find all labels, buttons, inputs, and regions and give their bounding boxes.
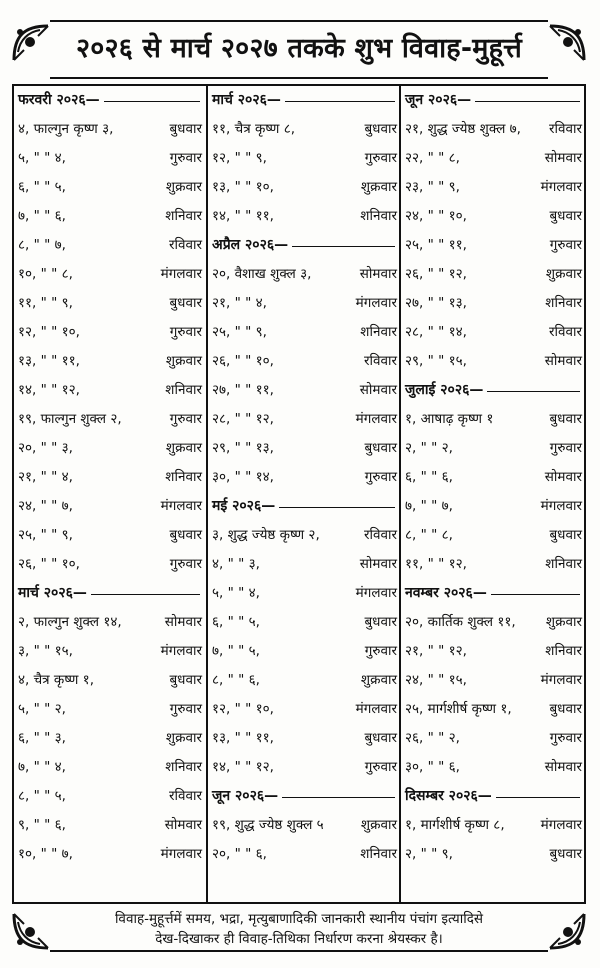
muhurat-entry <box>14 405 206 434</box>
muhurat-entry <box>208 318 401 347</box>
muhurat-entry <box>14 724 206 753</box>
entry-date-tithi: ७, " " ४, <box>18 759 66 775</box>
entry-weekday: शुक्रवार <box>360 817 397 833</box>
entry-date-tithi: ५, " " ४, <box>18 150 66 166</box>
entry-date-tithi: २६, " " २, <box>405 730 460 746</box>
entry-weekday: शुक्रवार <box>165 353 202 369</box>
muhurat-entry <box>14 550 206 579</box>
entry-weekday: मंगलवार <box>540 817 582 833</box>
entry-weekday: रविवार <box>168 788 202 804</box>
entry-weekday: मंगलवार <box>355 411 397 427</box>
entry-weekday: सोमवार <box>359 382 397 398</box>
month-header <box>208 231 401 260</box>
entry-date-tithi: १, मार्गशीर्ष कृष्ण ८, <box>405 817 505 833</box>
entry-weekday: बुधवार <box>169 527 202 543</box>
entry-date-tithi: १९, शुद्ध ज्येष्ठ शुक्ल ५ <box>212 817 324 833</box>
entry-weekday: सोमवार <box>544 353 582 369</box>
entry-date-tithi: १२, " " १०, <box>18 324 80 340</box>
muhurat-entry <box>208 840 401 869</box>
entry-date-tithi: २५, मार्गशीर्ष कृष्ण १, <box>405 701 512 717</box>
muhurat-entry <box>14 318 206 347</box>
muhurat-entry <box>401 463 586 492</box>
title-bar <box>10 18 588 80</box>
muhurat-entry <box>401 289 586 318</box>
entry-date-tithi: १, आषाढ़ कृष्ण १ <box>405 411 494 427</box>
muhurat-entry <box>14 115 206 144</box>
muhurat-entry <box>208 811 401 840</box>
footer-line-2: देख-दिखाकर ही विवाह-तिथिका निर्धारण करना श्रेयस्कर है। <box>155 931 443 947</box>
entry-date-tithi: २७, " " ११, <box>212 382 274 398</box>
entry-date-tithi: ६, " " ६, <box>405 469 453 485</box>
entry-date-tithi: ३०, " " ६, <box>405 759 460 775</box>
muhurat-entry <box>401 260 586 289</box>
entry-weekday: मंगलवार <box>160 846 202 862</box>
entry-date-tithi: १०, " " ७, <box>18 846 73 862</box>
entry-weekday: सोमवार <box>544 469 582 485</box>
entry-weekday: गुरुवार <box>169 701 202 717</box>
footer-note <box>10 906 588 953</box>
entry-date-tithi: २६, " " १०, <box>212 353 274 369</box>
entry-weekday: शनिवार <box>545 295 582 311</box>
muhurat-entry <box>208 376 401 405</box>
entry-date-tithi: १४, " " १२, <box>212 759 274 775</box>
muhurat-entry <box>401 202 586 231</box>
entry-date-tithi: ६, " " ३, <box>18 730 66 746</box>
muhurat-entry <box>401 492 586 521</box>
muhurat-entry <box>208 260 401 289</box>
entry-weekday: शुक्रवार <box>165 179 202 195</box>
entry-date-tithi: २०, वैशाख शुक्ल ३, <box>212 266 312 282</box>
muhurat-entry <box>14 173 206 202</box>
entry-date-tithi: २, फाल्गुन शुक्ल १४, <box>18 614 122 630</box>
entry-date-tithi: ११, चैत्र कृष्ण ८, <box>212 121 296 137</box>
muhurat-entry <box>14 608 206 637</box>
entry-weekday: रविवार <box>363 527 397 543</box>
entry-date-tithi: ८, " " ७, <box>18 237 66 253</box>
month-header-rule <box>292 246 395 247</box>
entry-date-tithi: २९, " " १३, <box>212 440 274 456</box>
entry-date-tithi: ६, " " ५, <box>18 179 66 195</box>
entry-weekday: बुधवार <box>549 701 582 717</box>
entry-date-tithi: २९, " " १५, <box>405 353 467 369</box>
muhurat-entry <box>401 521 586 550</box>
muhurat-entry <box>14 637 206 666</box>
entry-date-tithi: २१, " " ४, <box>18 469 73 485</box>
muhurat-entry <box>208 637 401 666</box>
entry-weekday: मंगलवार <box>540 672 582 688</box>
month-header-rule <box>285 101 395 102</box>
entry-date-tithi: ११, " " ९, <box>18 295 73 311</box>
entry-weekday: शुक्रवार <box>545 614 582 630</box>
entry-weekday: शनिवार <box>165 759 202 775</box>
entry-date-tithi: २७, " " १३, <box>405 295 467 311</box>
entry-weekday: सोमवार <box>544 759 582 775</box>
month-header-label: मार्च २०२६— <box>212 92 281 108</box>
muhurat-entry <box>14 144 206 173</box>
muhurat-entry <box>401 115 586 144</box>
entry-weekday: सोमवार <box>544 150 582 166</box>
entry-weekday: शुक्रवार <box>360 179 397 195</box>
entry-date-tithi: २६, " " १२, <box>405 266 467 282</box>
entry-date-tithi: ६, " " ५, <box>212 614 260 630</box>
muhurat-entry <box>14 521 206 550</box>
entry-weekday: मंगलवार <box>540 498 582 514</box>
muhurat-entry <box>208 666 401 695</box>
muhurat-entry <box>208 579 401 608</box>
entry-weekday: बुधवार <box>169 295 202 311</box>
entry-weekday: शुक्रवार <box>165 440 202 456</box>
entry-weekday: रविवार <box>548 324 582 340</box>
muhurat-entry <box>14 666 206 695</box>
entry-weekday: मंगलवार <box>160 643 202 659</box>
entry-date-tithi: ७, " " ५, <box>212 643 260 659</box>
entry-date-tithi: १९, फाल्गुन शुक्ल २, <box>18 411 122 427</box>
month-header-rule <box>475 101 580 102</box>
month-header-label: जून २०२६— <box>405 92 472 108</box>
entry-weekday: सोमवार <box>359 266 397 282</box>
entry-date-tithi: ४, फाल्गुन कृष्ण ३, <box>18 121 114 137</box>
muhurat-entry <box>208 521 401 550</box>
entry-date-tithi: १०, " " ८, <box>18 266 73 282</box>
entry-date-tithi: ३०, " " १४, <box>212 469 274 485</box>
entry-weekday: शनिवार <box>360 208 397 224</box>
month-header <box>401 782 586 811</box>
muhurat-entry <box>14 347 206 376</box>
entry-weekday: मंगलवार <box>540 179 582 195</box>
entry-date-tithi: १३, " " ११, <box>212 730 274 746</box>
entry-weekday: सोमवार <box>359 556 397 572</box>
entry-weekday: बुधवार <box>549 846 582 862</box>
entry-date-tithi: ११, " " १२, <box>405 556 467 572</box>
entry-weekday: शनिवार <box>545 556 582 572</box>
muhurat-entry <box>14 260 206 289</box>
entry-date-tithi: २०, कार्तिक शुक्ल ११, <box>405 614 516 630</box>
entry-weekday: शनिवार <box>545 643 582 659</box>
entry-date-tithi: ८, " " ८, <box>405 527 453 543</box>
muhurat-entry <box>401 347 586 376</box>
footer-line-1: विवाह-मुहूर्त्तमें समय, भद्रा, मृत्युबाणादिकी जानकारी स्थानीय पंचांग इत्यादिसे <box>114 911 484 927</box>
muhurat-entry <box>14 434 206 463</box>
month-header-rule <box>91 594 200 595</box>
entry-date-tithi: २५, " " ९, <box>212 324 267 340</box>
entry-date-tithi: ३, शुद्ध ज्येष्ठ कृष्ण २, <box>212 527 320 543</box>
entry-date-tithi: ९, " " ६, <box>18 817 66 833</box>
month-header <box>401 376 586 405</box>
entry-date-tithi: ७, " " ७, <box>405 498 453 514</box>
entry-date-tithi: २८, " " १२, <box>212 411 274 427</box>
entry-weekday: रविवार <box>548 121 582 137</box>
entry-date-tithi: १२, " " ९, <box>212 150 267 166</box>
muhurat-entry <box>401 608 586 637</box>
entry-weekday: गुरुवार <box>549 440 582 456</box>
entry-weekday: गुरुवार <box>169 556 202 572</box>
muhurat-entry <box>401 753 586 782</box>
entry-date-tithi: २०, " " ३, <box>18 440 73 456</box>
entry-weekday: शुक्रवार <box>545 266 582 282</box>
entry-weekday: शनिवार <box>360 324 397 340</box>
entry-weekday: गुरुवार <box>169 150 202 166</box>
month-header <box>14 579 206 608</box>
entry-date-tithi: २५, " " ९, <box>18 527 73 543</box>
title-rule-bottom <box>50 77 548 79</box>
entry-weekday: शनिवार <box>165 382 202 398</box>
muhurat-entry <box>14 231 206 260</box>
entry-date-tithi: २३, " " ९, <box>405 179 460 195</box>
muhurat-entry <box>208 434 401 463</box>
column-2 <box>206 86 401 902</box>
muhurat-entry <box>208 405 401 434</box>
muhurat-entry <box>401 695 586 724</box>
column-3 <box>399 86 586 902</box>
muhurat-entry <box>14 811 206 840</box>
entry-weekday: शुक्रवार <box>165 730 202 746</box>
entry-weekday: शुक्रवार <box>360 672 397 688</box>
muhurat-entry <box>208 144 401 173</box>
entry-date-tithi: ५, " " ४, <box>212 585 260 601</box>
month-header-label: जुलाई २०२६— <box>405 382 484 398</box>
muhurat-entry <box>14 376 206 405</box>
entry-weekday: रविवार <box>168 237 202 253</box>
muhurat-entry <box>208 724 401 753</box>
entry-date-tithi: १३, " " १०, <box>212 179 274 195</box>
entry-date-tithi: ५, " " २, <box>18 701 66 717</box>
muhurat-entry <box>208 173 401 202</box>
entry-weekday: बुधवार <box>549 411 582 427</box>
footer-rule-bottom <box>50 950 548 952</box>
entry-weekday: बुधवार <box>169 121 202 137</box>
entry-weekday: मंगलवार <box>160 498 202 514</box>
muhurat-entry <box>401 434 586 463</box>
entry-date-tithi: ४, चैत्र कृष्ण १, <box>18 672 94 688</box>
entry-date-tithi: ८, " " ५, <box>18 788 66 804</box>
entry-weekday: बुधवार <box>169 672 202 688</box>
muhurat-entry <box>14 463 206 492</box>
muhurat-entry <box>401 840 586 869</box>
muhurat-entry <box>208 695 401 724</box>
month-header-rule <box>491 594 580 595</box>
muhurat-entry <box>401 724 586 753</box>
muhurat-entry <box>14 840 206 869</box>
month-header-rule <box>104 101 200 102</box>
entry-date-tithi: ७, " " ६, <box>18 208 66 224</box>
month-header-rule <box>487 391 580 392</box>
muhurat-entry <box>401 550 586 579</box>
month-header-label: दिसम्बर २०२६— <box>405 788 492 804</box>
muhurat-entry <box>401 637 586 666</box>
entry-weekday: बुधवार <box>364 614 397 630</box>
entry-weekday: गुरुवार <box>364 150 397 166</box>
entry-date-tithi: २, " " २, <box>405 440 453 456</box>
entry-weekday: मंगलवार <box>355 295 397 311</box>
entry-date-tithi: २०, " " ६, <box>212 846 267 862</box>
entry-weekday: गुरुवार <box>364 643 397 659</box>
muhurat-entry <box>401 405 586 434</box>
muhurat-entry <box>401 173 586 202</box>
month-header-label: अप्रैल २०२६— <box>212 237 289 253</box>
entry-weekday: बुधवार <box>549 527 582 543</box>
entry-date-tithi: २, " " ९, <box>405 846 453 862</box>
month-header <box>208 492 401 521</box>
entry-date-tithi: ८, " " ६, <box>212 672 260 688</box>
entry-date-tithi: २८, " " १४, <box>405 324 467 340</box>
entry-date-tithi: २६, " " १०, <box>18 556 80 572</box>
muhurat-page <box>10 18 588 953</box>
muhurat-entry <box>14 492 206 521</box>
entry-date-tithi: १४, " " ११, <box>212 208 274 224</box>
entry-weekday: शनिवार <box>165 469 202 485</box>
month-header-rule <box>282 797 395 798</box>
entry-date-tithi: ४, " " ३, <box>212 556 260 572</box>
month-header <box>401 579 586 608</box>
page-title: २०२६ से मार्च २०२७ तकके शुभ विवाह-मुहूर्त्त <box>76 33 522 64</box>
entry-date-tithi: १३, " " ११, <box>18 353 80 369</box>
entry-weekday: गुरुवार <box>549 237 582 253</box>
entry-date-tithi: १४, " " १२, <box>18 382 80 398</box>
muhurat-entry <box>208 202 401 231</box>
muhurat-entry <box>401 231 586 260</box>
entry-weekday: रविवार <box>363 353 397 369</box>
muhurat-entry <box>208 753 401 782</box>
month-header <box>14 86 206 115</box>
month-header-label: नवम्बर २०२६— <box>405 585 487 601</box>
muhurat-entry <box>401 811 586 840</box>
month-header-label: फरवरी २०२६— <box>18 92 100 108</box>
muhurat-entry <box>208 289 401 318</box>
entry-date-tithi: २२, " " ८, <box>405 150 460 166</box>
entry-date-tithi: १२, " " १०, <box>212 701 274 717</box>
title-rule-top <box>50 20 548 22</box>
muhurat-entry <box>14 753 206 782</box>
muhurat-entry <box>208 608 401 637</box>
entry-weekday: बुधवार <box>364 730 397 746</box>
entry-date-tithi: २४, " " ७, <box>18 498 73 514</box>
muhurat-entry <box>208 463 401 492</box>
entry-weekday: मंगलवार <box>160 266 202 282</box>
muhurat-entry <box>401 318 586 347</box>
entry-date-tithi: २१, शुद्ध ज्येष्ठ शुक्ल ७, <box>405 121 521 137</box>
muhurat-entry <box>14 782 206 811</box>
entry-weekday: सोमवार <box>164 817 202 833</box>
month-header <box>208 86 401 115</box>
month-header <box>208 782 401 811</box>
muhurat-entry <box>14 695 206 724</box>
entry-weekday: शनिवार <box>360 846 397 862</box>
month-header <box>401 86 586 115</box>
entry-weekday: गुरुवार <box>169 411 202 427</box>
muhurat-entry <box>208 550 401 579</box>
entry-weekday: गुरुवार <box>549 730 582 746</box>
muhurat-entry <box>14 289 206 318</box>
muhurat-table <box>12 84 586 904</box>
entry-date-tithi: ३, " " १५, <box>18 643 73 659</box>
entry-weekday: मंगलवार <box>355 585 397 601</box>
column-1 <box>14 86 206 902</box>
muhurat-entry <box>14 202 206 231</box>
month-header-rule <box>496 797 580 798</box>
month-header-label: मार्च २०२६— <box>18 585 87 601</box>
entry-weekday: मंगलवार <box>355 701 397 717</box>
muhurat-entry <box>401 144 586 173</box>
month-header-label: जून २०२६— <box>212 788 279 804</box>
entry-date-tithi: २४, " " १५, <box>405 672 467 688</box>
entry-weekday: गुरुवार <box>364 469 397 485</box>
month-header-label: मई २०२६— <box>212 498 276 514</box>
muhurat-entry <box>401 666 586 695</box>
muhurat-entry <box>208 115 401 144</box>
entry-date-tithi: २५, " " ११, <box>405 237 467 253</box>
entry-weekday: बुधवार <box>364 121 397 137</box>
entry-date-tithi: २४, " " १०, <box>405 208 467 224</box>
entry-date-tithi: २१, " " १२, <box>405 643 467 659</box>
entry-weekday: गुरुवार <box>364 759 397 775</box>
entry-weekday: बुधवार <box>364 440 397 456</box>
entry-weekday: शनिवार <box>165 208 202 224</box>
entry-weekday: सोमवार <box>164 614 202 630</box>
month-header-rule <box>279 507 395 508</box>
muhurat-entry <box>208 347 401 376</box>
entry-weekday: बुधवार <box>549 208 582 224</box>
entry-weekday: गुरुवार <box>169 324 202 340</box>
entry-date-tithi: २१, " " ४, <box>212 295 267 311</box>
